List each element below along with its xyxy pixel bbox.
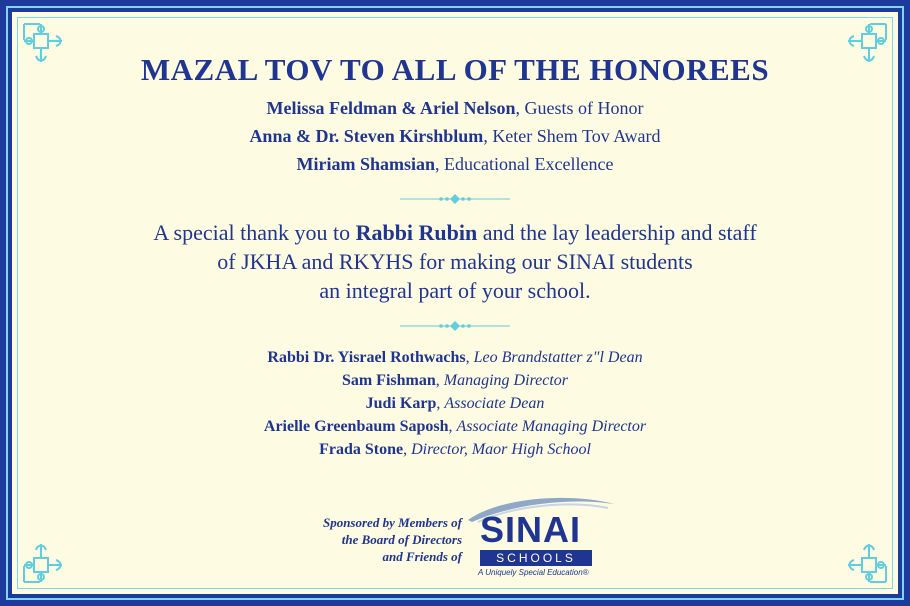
headline: MAZAL TOV TO ALL OF THE HONOREES (140, 52, 770, 87)
staff-title: Managing Director (443, 372, 569, 389)
staff-name: Judi Karp (365, 395, 437, 412)
corner-ornament-icon (844, 540, 890, 586)
sponsor-note (262, 514, 462, 565)
honoree-line (12, 98, 898, 119)
announcement-card (12, 12, 898, 594)
staff-title: Director, Maor High School (411, 441, 591, 458)
sponsor-line: and Friends of (382, 549, 462, 564)
logo-tagline: A Uniquely Special Education® (478, 568, 589, 577)
thanks-name: Rabbi Rubin (355, 220, 478, 245)
staff-name: Sam Fishman (341, 372, 436, 389)
corner-ornament-icon (20, 540, 66, 586)
staff-line: Judi Karp, Associate Dean (365, 395, 545, 412)
honoree-names: Anna & Dr. Steven Kirshblum (249, 126, 484, 146)
staff-title: Associate Managing Director (456, 418, 647, 435)
divider-ornament-icon (400, 193, 510, 205)
honoree-line (12, 126, 898, 147)
logo-subtitle: SCHOOLS (480, 550, 592, 566)
thanks-line-2: of JKHA and RKYHS for making our SINAI students (217, 249, 693, 274)
honoree-award: , Educational Excellence (435, 154, 614, 174)
honoree-award: , Guests of Honor (515, 98, 644, 118)
staff-line: Sam Fishman, Managing Director (341, 372, 569, 389)
staff-line: Arielle Greenbaum Saposh, Associate Managing Director (263, 418, 647, 435)
divider-ornament-icon (400, 320, 510, 332)
honoree-award: , Keter Shem Tov Award (483, 126, 661, 146)
staff-name: Rabbi Dr. Yisrael Rothwachs (267, 349, 466, 366)
staff-line: Frada Stone, Director, Maor High School (319, 441, 591, 458)
staff-line: Rabbi Dr. Yisrael Rothwachs, Leo Brandstatter z"l Dean (267, 349, 643, 366)
honoree-line (12, 154, 898, 175)
staff-name: Arielle Greenbaum Saposh (263, 418, 449, 435)
honoree-names: Miriam Shamsian (296, 154, 436, 174)
thanks-line-1 (52, 218, 858, 247)
sponsor-line: the Board of Directors (341, 532, 462, 547)
thanks-text: A special thank you to (153, 220, 356, 245)
staff-name: Frada Stone (319, 441, 404, 458)
staff-title: Associate Dean (444, 395, 545, 412)
sponsor-line: Sponsored by Members of (322, 515, 462, 530)
sinai-schools-logo (458, 490, 618, 580)
staff-title: Leo Brandstatter z"l Dean (473, 349, 643, 366)
logo-wordmark: SINAI (480, 509, 582, 550)
thanks-line-3: an integral part of your school. (319, 278, 591, 303)
honoree-names: Melissa Feldman & Ariel Nelson (266, 98, 516, 118)
thanks-text: and the lay leadership and staff (477, 220, 757, 245)
thank-you-message (52, 218, 858, 305)
